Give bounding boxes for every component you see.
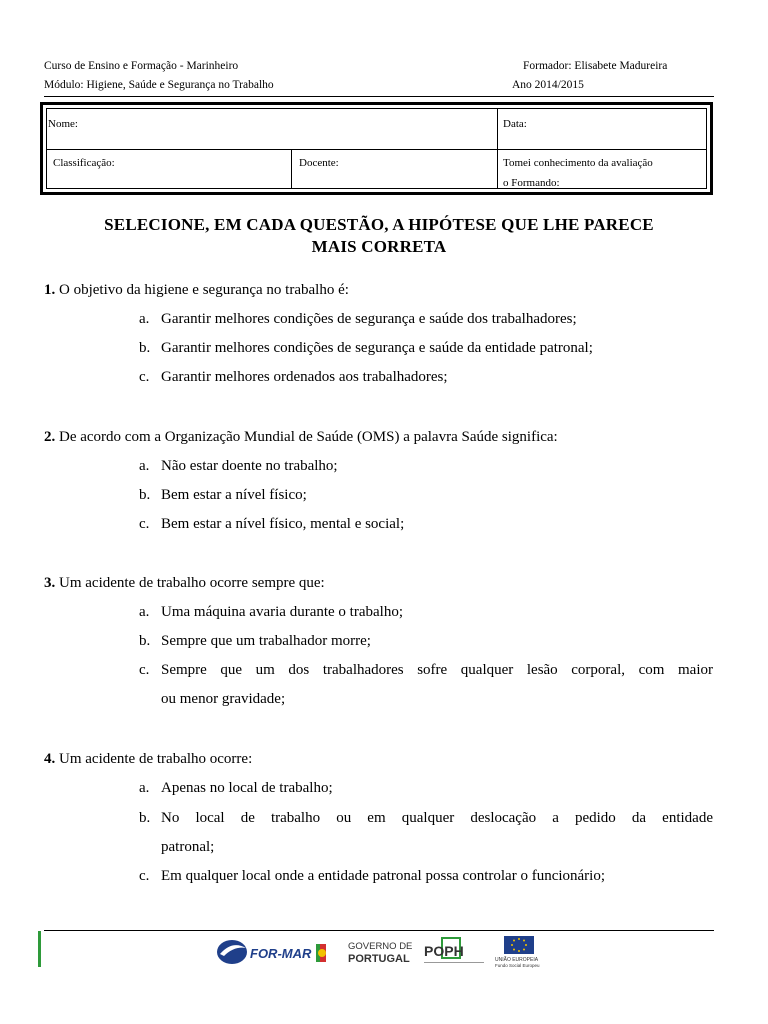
option-text: Não estar doente no trabalho; (161, 458, 338, 474)
student-info-inner-border (46, 108, 707, 189)
option-text: Garantir melhores ordenados aos trabalhadores; (161, 369, 448, 385)
question-3 (44, 574, 325, 592)
option-letter: b. (139, 810, 151, 826)
option-text-line1: No local de trabalho ou em qualquer deslocação a pedido da entidade (161, 810, 713, 826)
question-2 (44, 428, 558, 446)
option-text: Bem estar a nível físico; (161, 487, 307, 503)
option-letter: b. (139, 487, 151, 503)
title-line-1: SELECIONE, EM CADA QUESTÃO, A HIPÓTESE QUE LHE PARECE (104, 215, 654, 234)
option-text-line2: patronal; (161, 839, 215, 855)
trainer-name: Formador: Elisabete Madureira (523, 60, 668, 72)
poph-logo (422, 934, 490, 968)
school-year: Ano 2014/2015 (512, 79, 584, 91)
option-text: Uma máquina avaria durante o trabalho; (161, 604, 403, 620)
question-text: Um acidente de trabalho ocorre: (55, 751, 253, 767)
option-text: Em qualquer local onde a entidade patronal possa controlar o funcionário; (161, 868, 606, 884)
question-text: Um acidente de trabalho ocorre sempre que: (55, 575, 325, 591)
footer-divider (44, 930, 714, 931)
name-label: Nome: (48, 118, 78, 130)
table-col-divider (291, 149, 292, 188)
question-1 (44, 281, 349, 299)
option-letter: c. (139, 369, 150, 385)
option-letter: a. (139, 458, 150, 474)
option-letter: a. (139, 604, 150, 620)
option-text: Apenas no local de trabalho; (161, 780, 333, 796)
acknowledgement-line2: o Formando: (503, 177, 560, 189)
option-text: Garantir melhores condições de segurança e saúde dos trabalhadores; (161, 311, 577, 327)
option-letter: c. (139, 516, 150, 532)
option-letter: b. (139, 340, 151, 356)
eu-logo-line1: UNIÃO EUROPEIA (495, 957, 539, 963)
option-text-line2: ou menor gravidade; (161, 691, 286, 707)
eu-flag-logo (494, 934, 546, 968)
formar-logo (212, 934, 342, 968)
page-title (44, 214, 714, 258)
header-divider (44, 96, 714, 97)
teacher-label: Docente: (299, 157, 339, 169)
module-name: Módulo: Higiene, Saúde e Segurança no Trabalho (44, 79, 274, 91)
table-col-divider (497, 109, 498, 149)
question-text: O objetivo da higiene e segurança no trabalho é: (55, 282, 349, 298)
governo-portugal-logo (346, 934, 420, 968)
footer-accent-bar (38, 931, 41, 967)
eu-logo-line2: Fundo Social Europeu (495, 963, 540, 968)
question-number: 1. (44, 282, 56, 298)
course-name: Curso de Ensino e Formação - Marinheiro (44, 60, 239, 72)
formar-logo-text: FOR-MAR (250, 946, 312, 961)
question-number: 2. (44, 429, 56, 445)
option-letter: b. (139, 633, 151, 649)
table-col-divider (497, 149, 498, 188)
option-text: Sempre que um trabalhador morre; (161, 633, 371, 649)
question-4 (44, 750, 252, 768)
poph-logo-text: POPH (424, 943, 464, 959)
formar-emblem-icon (217, 940, 247, 964)
student-info-table (40, 102, 713, 195)
gov-logo-line2: PORTUGAL (348, 953, 410, 965)
question-text: De acordo com a Organização Mundial de Saúde (OMS) a palavra Saúde significa: (55, 429, 558, 445)
gov-logo-line1: GOVERNO DE (348, 941, 413, 952)
date-label: Data: (503, 118, 527, 130)
classification-label: Classificação: (53, 157, 115, 169)
acknowledgement-line1: Tomei conhecimento da avaliação (503, 157, 653, 169)
option-text: Bem estar a nível físico, mental e social; (161, 516, 405, 532)
option-letter: a. (139, 780, 150, 796)
option-text: Garantir melhores condições de segurança e saúde da entidade patronal; (161, 340, 593, 356)
title-line-2: MAIS CORRETA (311, 237, 447, 256)
option-letter: c. (139, 868, 150, 884)
option-letter: c. (139, 662, 150, 678)
question-number: 4. (44, 751, 56, 767)
question-number: 3. (44, 575, 56, 591)
table-row-divider (47, 149, 706, 150)
option-letter: a. (139, 311, 150, 327)
option-text-line1: Sempre que um dos trabalhadores sofre qualquer lesão corporal, com maior (161, 662, 713, 678)
